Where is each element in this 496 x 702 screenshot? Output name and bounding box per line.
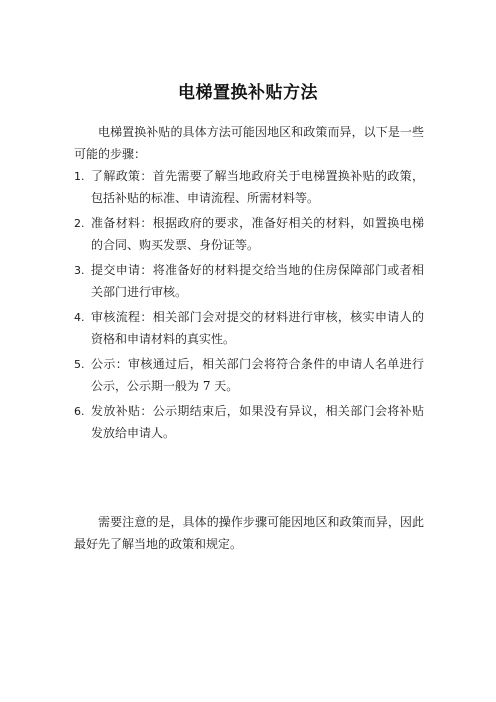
step-text: 发放补贴：公示期结束后，如果没有异议，相关部门会将补贴发放给申请人。 bbox=[91, 404, 424, 440]
step-item bbox=[74, 213, 424, 256]
step-item bbox=[74, 166, 424, 209]
step-item bbox=[74, 260, 424, 303]
step-text: 了解政策：首先需要了解当地政府关于电梯置换补贴的政策，包括补贴的标准、申请流程、所需材料等。 bbox=[91, 169, 424, 205]
document-title: 电梯置换补贴方法 bbox=[178, 83, 318, 103]
step-number: 1. bbox=[74, 170, 85, 183]
steps-list bbox=[74, 166, 424, 448]
intro-paragraph: 电梯置换补贴的具体方法可能因地区和政策而异，以下是一些可能的步骤： bbox=[74, 125, 424, 161]
step-number: 2. bbox=[74, 217, 85, 230]
step-number: 6. bbox=[74, 405, 85, 418]
step-number: 5. bbox=[74, 358, 85, 371]
step-number: 3. bbox=[74, 264, 85, 277]
step-text: 审核流程：相关部门会对提交的材料进行审核，核实申请人的资格和申请材料的真实性。 bbox=[91, 310, 424, 346]
step-number: 4. bbox=[74, 311, 85, 324]
step-item bbox=[74, 307, 424, 350]
step-item bbox=[74, 401, 424, 444]
step-item bbox=[74, 354, 424, 397]
step-text: 提交申请：将准备好的材料提交给当地的住房保障部门或者相关部门进行审核。 bbox=[91, 263, 424, 299]
closing-paragraph: 需要注意的是，具体的操作步骤可能因地区和政策而异，因此最好先了解当地的政策和规定。 bbox=[74, 515, 424, 551]
step-text: 公示：审核通过后，相关部门会将符合条件的申请人名单进行公示，公示期一般为 7 天。 bbox=[91, 357, 424, 393]
step-text: 准备材料：根据政府的要求，准备好相关的材料，如置换电梯的合同、购买发票、身份证等。 bbox=[91, 216, 424, 252]
